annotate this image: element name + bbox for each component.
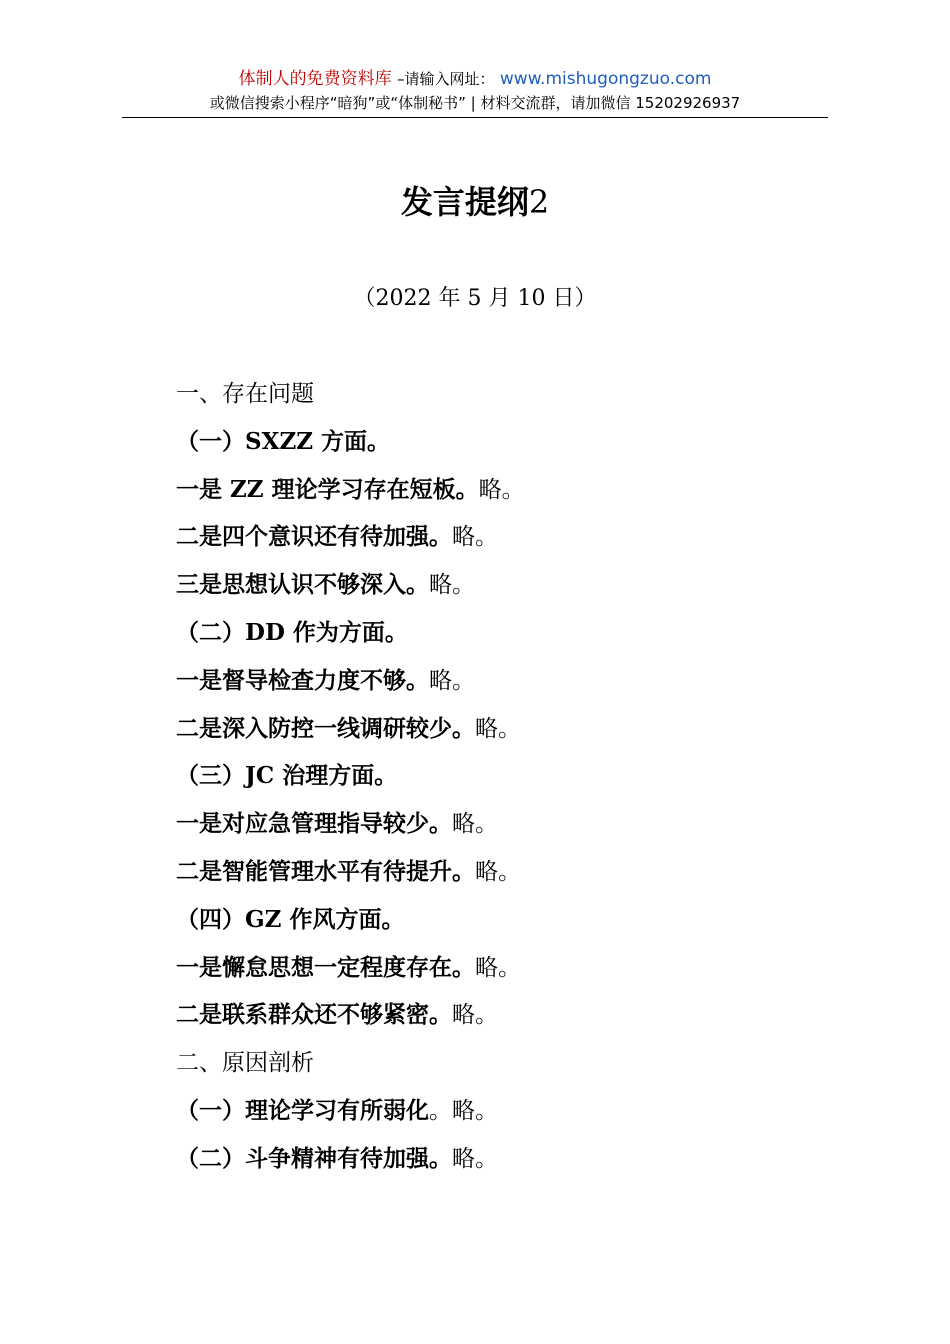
list-item — [176, 804, 856, 852]
list-item — [176, 565, 856, 613]
subsection-heading — [176, 613, 856, 661]
item-bold-text: 一是 ZZ 理论学习存在短板。 — [176, 475, 479, 503]
header-prompt: –请输入网址： — [396, 70, 495, 88]
item-bold-text: （一）理论学习有所弱化 — [176, 1096, 429, 1124]
subsection-heading — [176, 900, 856, 948]
header-brand: 体制人的免费资料库 — [238, 69, 392, 89]
list-item — [176, 852, 856, 900]
item-bold-text: 一是懈怠思想一定程度存在。 — [176, 953, 475, 981]
section-heading — [176, 1043, 856, 1091]
header-divider — [122, 117, 828, 118]
item-bold-text: 一是对应急管理指导较少。 — [176, 810, 452, 838]
item-bold-text: （三）JC 治理方面。 — [176, 762, 398, 790]
subsection-heading — [176, 422, 856, 470]
item-bold-text: 二是四个意识还有待加强。 — [176, 523, 452, 551]
document-date: （2022 年 5 月 10 日） — [353, 286, 597, 311]
item-plain-text: 略。 — [452, 1002, 498, 1029]
item-plain-text: 略。 — [475, 954, 521, 981]
item-plain-text: 略。 — [475, 858, 521, 885]
title-text: 发言提纲 — [400, 183, 529, 221]
item-bold-text: （二）DD 作为方面。 — [176, 618, 408, 646]
section-heading — [176, 374, 856, 422]
list-item — [176, 995, 856, 1043]
list-item — [176, 661, 856, 709]
item-plain-text: 略。 — [452, 811, 498, 838]
item-plain-text: 。略。 — [429, 1097, 498, 1124]
item-plain-text: 略。 — [429, 572, 475, 599]
title-number: 2 — [528, 183, 550, 221]
item-bold-text: 一是督导检查力度不够。 — [176, 666, 429, 694]
header-site-link[interactable]: www.mishugongzuo.com — [499, 69, 712, 89]
item-plain-text: 一、存在问题 — [176, 381, 314, 407]
header-line-2: 或微信搜索小程序“暗狗”或“体制秘书” | 材料交流群，请加微信 15202926937 — [209, 94, 741, 112]
item-bold-text: 二是智能管理水平有待提升。 — [176, 857, 475, 885]
item-bold-text: 三是思想认识不够深入。 — [176, 571, 429, 599]
item-bold-text: （二）斗争精神有待加强。 — [176, 1144, 452, 1172]
item-bold-text: 二是深入防控一线调研较少。 — [176, 714, 475, 742]
item-plain-text: 略。 — [452, 524, 498, 551]
item-plain-text: 二、原因剖析 — [176, 1050, 314, 1077]
document-title — [0, 180, 950, 224]
item-bold-text: （一）SXZZ 方面。 — [176, 427, 391, 455]
item-bold-text: 二是联系群众还不够紧密。 — [176, 1001, 452, 1029]
list-item — [176, 1091, 856, 1139]
list-item — [176, 517, 856, 565]
item-bold-text: （四）GZ 作风方面。 — [176, 905, 405, 933]
item-plain-text: 略。 — [478, 476, 525, 503]
subsection-heading — [176, 756, 856, 804]
item-plain-text: 略。 — [452, 1145, 498, 1172]
item-plain-text: 略。 — [475, 715, 521, 742]
document-body — [176, 374, 856, 1187]
list-item — [176, 948, 856, 996]
header-line-1 — [0, 68, 950, 90]
list-item — [176, 709, 856, 757]
list-item — [176, 470, 856, 518]
page-header — [0, 68, 950, 114]
item-plain-text: 略。 — [429, 667, 475, 694]
list-item — [176, 1139, 856, 1187]
